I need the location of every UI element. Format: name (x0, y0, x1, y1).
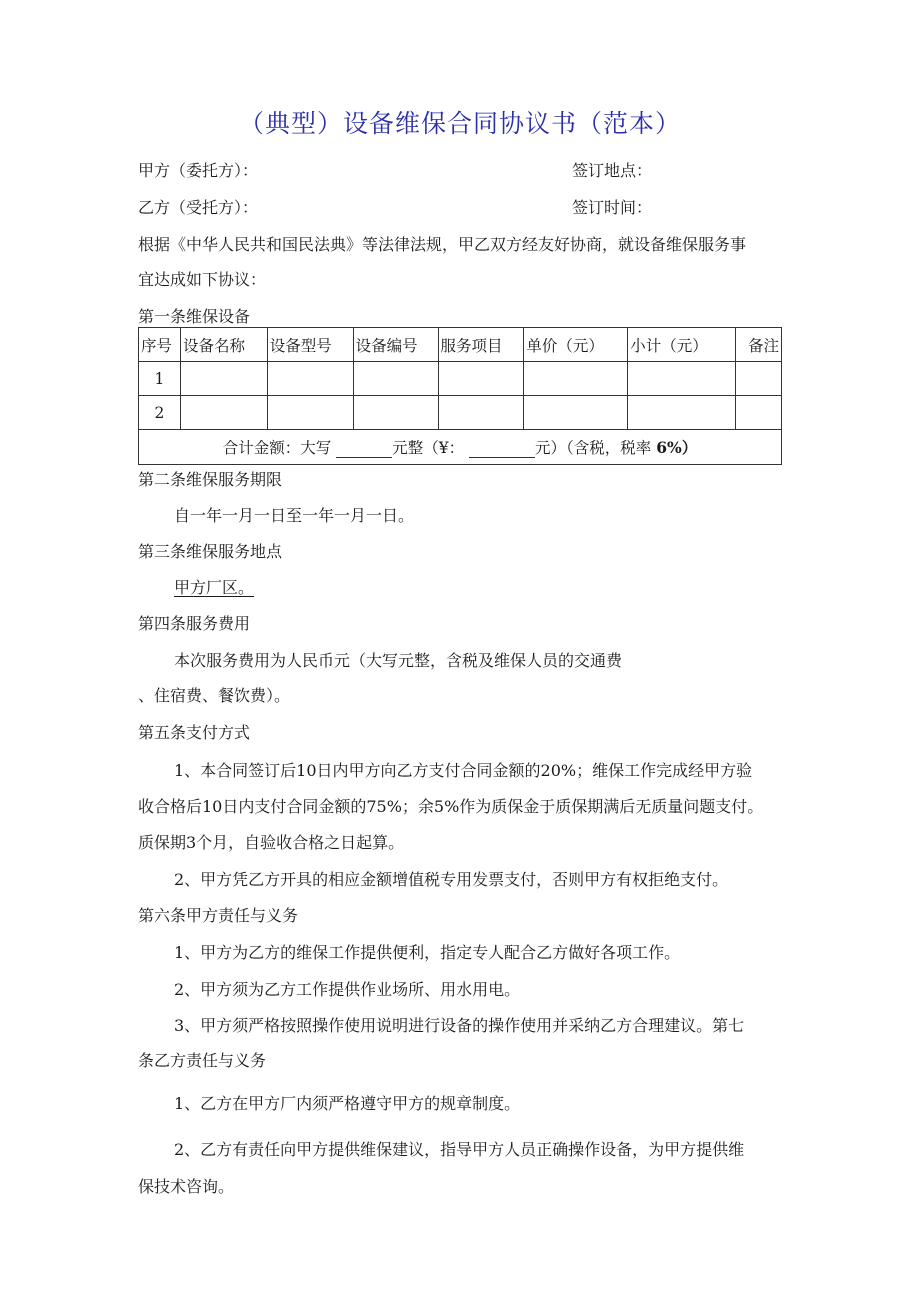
article-4-line-2: 、住宿费、餐饮费）。 (138, 686, 291, 705)
article-6-heading: 第六条甲方责任与义务 (138, 906, 299, 925)
table-cell (180, 362, 267, 396)
table-cell: 2 (139, 396, 181, 430)
party-b-label: 乙方（受托方）： (138, 198, 259, 217)
document-title: （典型）设备维保合同协议书（范本） (238, 109, 681, 138)
intro-line-1: 根据《中华人民共和国民法典》等法律法规，甲乙双方经友好协商，就设备维保服务事 (138, 235, 747, 254)
article-1-heading: 第一条维保设备 (138, 307, 251, 326)
article-5-p1-line-2: 收合格后10日内支付合同金额的75%；余5%作为质保金于质保期满后无质量问题支付。 (138, 797, 764, 816)
party-a-label: 甲方（委托方）： (138, 161, 259, 180)
article-3-heading: 第三条维保服务地点 (138, 542, 283, 561)
article-7-p1: 1、乙方在甲方厂内须严格遵守甲方的规章制度。 (174, 1094, 521, 1113)
article-5-p1-line-3: 质保期3个月，自验收合格之日起算。 (138, 833, 405, 852)
article-3-text: 甲方厂区。 (174, 578, 255, 597)
table-header-row (139, 328, 782, 362)
table-cell (736, 396, 782, 430)
table-cell (438, 362, 524, 396)
article-6-p1: 1、甲方为乙方的维保工作提供便利，指定专人配合乙方做好各项工作。 (174, 943, 681, 962)
table-row (139, 396, 782, 430)
intro-line-2: 宜达成如下协议： (138, 270, 267, 289)
article-6-p3-line-2: 条乙方责任与义务 (138, 1051, 267, 1070)
column-header: 小计（元） (628, 328, 736, 362)
tax-rate: 6%） (656, 438, 698, 457)
table-row (139, 362, 782, 396)
column-header: 设备名称 (180, 328, 267, 362)
column-header: 单价（元） (524, 328, 628, 362)
total-suffix: 元）（含税，税率 (535, 439, 652, 457)
table-cell (524, 362, 628, 396)
table-cell (736, 362, 782, 396)
equipment-table (138, 327, 782, 465)
article-4-heading: 第四条服务费用 (138, 614, 251, 633)
table-cell (628, 396, 736, 430)
column-header: 设备型号 (267, 328, 353, 362)
column-header: 备注 (736, 328, 782, 362)
sign-time-label: 签订时间： (572, 198, 653, 217)
column-header: 服务项目 (438, 328, 524, 362)
table-cell (353, 396, 438, 430)
article-5-heading: 第五条支付方式 (138, 723, 251, 742)
column-header: 设备编号 (353, 328, 438, 362)
table-total-row (139, 430, 782, 465)
column-header: 序号 (139, 328, 181, 362)
article-7-p2-line-1: 2、乙方有责任向甲方提供维保建议，指导甲方人员正确操作设备，为甲方提供维 (174, 1140, 745, 1159)
table-cell (353, 362, 438, 396)
total-prefix: 合计金额：大写 (222, 439, 332, 457)
table-cell (628, 362, 736, 396)
table-cell (438, 396, 524, 430)
article-6-p3-line-1: 3、甲方须严格按照操作使用说明进行设备的操作使用并采纳乙方合理建议。第七 (174, 1016, 745, 1035)
total-mid: 元整（¥： (392, 439, 465, 457)
table-cell (524, 396, 628, 430)
article-5-p1-line-1: 1、本合同签订后10日内甲方向乙方支付合同金额的20%；维保工作完成经甲方验 (174, 761, 753, 780)
article-6-p2: 2、甲方须为乙方工作提供作业场所、用水用电。 (174, 980, 521, 999)
article-2-heading: 第二条维保服务期限 (138, 470, 283, 489)
amount-words-blank (336, 441, 392, 458)
amount-figure-blank (469, 441, 535, 458)
article-4-line-1: 本次服务费用为人民币元（大写元整，含税及维保人员的交通费 (174, 651, 623, 670)
table-cell (267, 362, 353, 396)
table-cell: 1 (139, 362, 181, 396)
table-cell (180, 396, 267, 430)
total-amount-cell (139, 430, 782, 465)
article-5-p2: 2、甲方凭乙方开具的相应金额增值税专用发票支付，否则甲方有权拒绝支付。 (174, 870, 729, 889)
article-2-text: 自一年一月一日至一年一月一日。 (174, 506, 415, 525)
table-cell (267, 396, 353, 430)
sign-place-label: 签订地点： (572, 161, 653, 180)
article-7-p2-line-2: 保技术咨询。 (138, 1177, 235, 1196)
